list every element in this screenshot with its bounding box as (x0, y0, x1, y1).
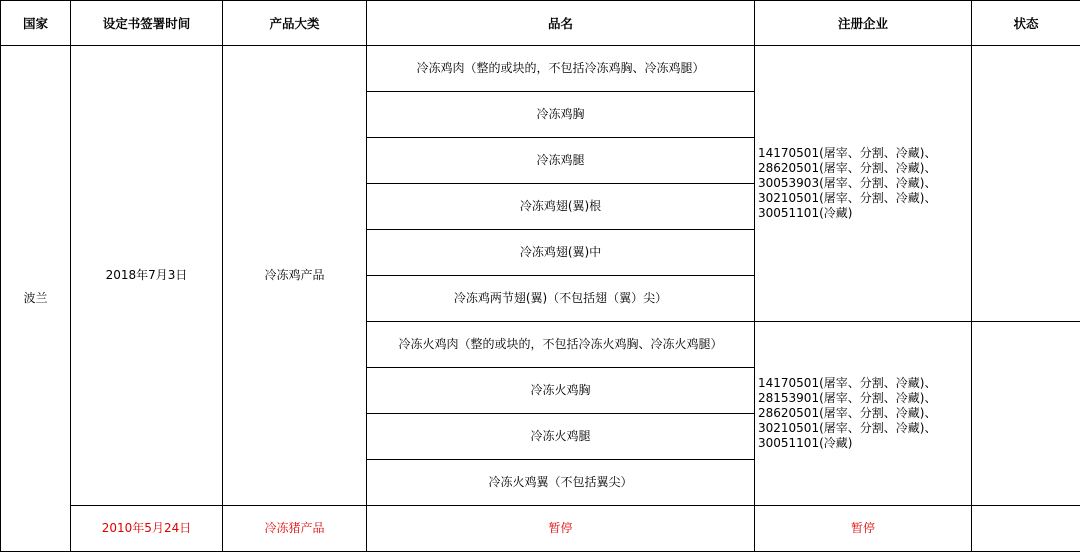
category-cell: 冷冻猪产品 (223, 506, 367, 552)
product-name-cell: 冷冻鸡翅(翼)根 (367, 184, 755, 230)
header-category: 产品大类 (223, 1, 367, 46)
status-cell (972, 506, 1080, 552)
table-row (1, 46, 1080, 92)
country-cell: 波兰 (1, 46, 71, 552)
product-name-cell: 冷冻火鸡肉（整的或块的，不包括冷冻火鸡胸、冷冻火鸡腿） (367, 322, 755, 368)
header-status: 状态 (972, 1, 1080, 46)
category-cell: 冷冻鸡产品 (223, 46, 367, 506)
status-cell (972, 322, 1080, 506)
header-row (1, 1, 1080, 46)
product-name-cell: 暂停 (367, 506, 755, 552)
status-cell (972, 46, 1080, 322)
product-name-cell: 冷冻鸡翅(翼)中 (367, 230, 755, 276)
header-product-name: 品名 (367, 1, 755, 46)
table-row (1, 506, 1080, 552)
header-country: 国家 (1, 1, 71, 46)
product-name-cell: 冷冻鸡两节翅(翼)（不包括翅（翼）尖） (367, 276, 755, 322)
product-name-cell: 冷冻火鸡胸 (367, 368, 755, 414)
sign-date-cell: 2018年7月3日 (71, 46, 223, 506)
header-enterprise: 注册企业 (755, 1, 972, 46)
header-sign-date: 设定书签署时间 (71, 1, 223, 46)
product-name-cell: 冷冻鸡肉（整的或块的，不包括冷冻鸡胸、冷冻鸡腿） (367, 46, 755, 92)
enterprise-cell: 14170501(屠宰、分割、冷藏)、 28620501(屠宰、分割、冷藏)、 30053903(屠宰、分割、冷藏)、 30210501(屠宰、分割、冷藏)、 30051101(冷藏) (755, 46, 972, 322)
enterprise-cell: 暂停 (755, 506, 972, 552)
product-name-cell: 冷冻火鸡翼（不包括翼尖） (367, 460, 755, 506)
product-name-cell: 冷冻火鸡腿 (367, 414, 755, 460)
sign-date-cell: 2010年5月24日 (71, 506, 223, 552)
enterprise-cell: 14170501(屠宰、分割、冷藏)、 28153901(屠宰、分割、冷藏)、 28620501(屠宰、分割、冷藏)、 30210501(屠宰、分割、冷藏)、 30051101(冷藏) (755, 322, 972, 506)
product-name-cell: 冷冻鸡胸 (367, 92, 755, 138)
product-name-cell: 冷冻鸡腿 (367, 138, 755, 184)
